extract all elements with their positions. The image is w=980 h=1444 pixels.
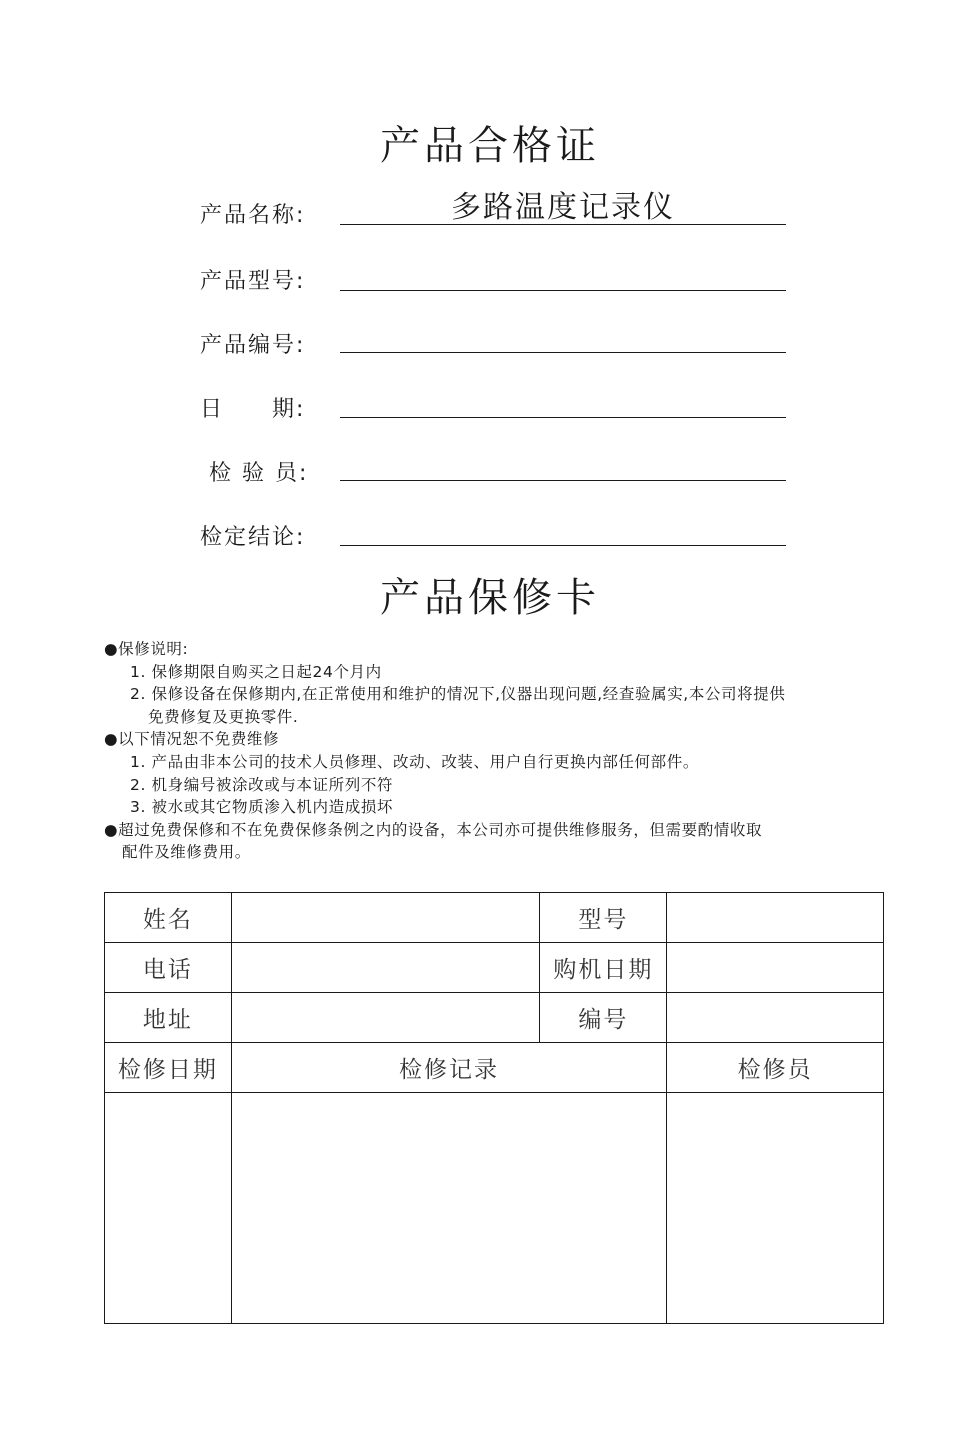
- serial-label: 编号: [540, 993, 667, 1043]
- field-label-inspector: 检 验 员:: [200, 461, 309, 486]
- phone-cell[interactable]: [231, 943, 540, 993]
- field-label-date: 日 期:: [200, 397, 306, 422]
- field-line-conclusion: [340, 545, 786, 546]
- inspector-header: 检修员: [667, 1043, 884, 1093]
- field-label-product-name: 产品名称:: [200, 203, 306, 228]
- note-item-continued: 免费修复及更换零件.: [148, 707, 299, 726]
- table-row: [105, 1043, 884, 1093]
- repair-record-header: 检修记录: [231, 1043, 666, 1093]
- certificate-title: 产品合格证: [380, 123, 600, 169]
- repair-record-cell[interactable]: [231, 1093, 666, 1324]
- field-line-product-serial: [340, 352, 786, 353]
- inspector-cell[interactable]: [667, 1093, 884, 1324]
- warranty-title: 产品保修卡: [380, 575, 600, 621]
- field-label-conclusion: 检定结论:: [200, 525, 306, 550]
- table-row: [105, 1093, 884, 1324]
- phone-label: 电话: [105, 943, 232, 993]
- address-cell[interactable]: [231, 993, 540, 1043]
- model-cell[interactable]: [667, 893, 884, 943]
- note-item: 2. 机身编号被涂改或与本证所列不符: [130, 775, 394, 794]
- note-heading-paid-service: ●超过免费保修和不在免费保修条例之内的设备，本公司亦可提供维修服务，但需要酌情收取: [104, 820, 763, 839]
- table-row: [105, 993, 884, 1043]
- field-line-inspector: [340, 480, 786, 481]
- warranty-card-table: [104, 892, 884, 1324]
- name-cell[interactable]: [231, 893, 540, 943]
- table-row: [105, 893, 884, 943]
- serial-cell[interactable]: [667, 993, 884, 1043]
- field-label-product-model: 产品型号:: [200, 269, 306, 294]
- field-line-date: [340, 417, 786, 418]
- field-line-product-name: [340, 224, 786, 225]
- field-line-product-model: [340, 290, 786, 291]
- model-label: 型号: [540, 893, 667, 943]
- repair-date-cell[interactable]: [105, 1093, 232, 1324]
- note-heading-warranty: ●保修说明:: [104, 640, 189, 658]
- note-item: 1. 产品由非本公司的技术人员修理、改动、改装、用户自行更换内部任何部件。: [130, 752, 699, 771]
- repair-date-header: 检修日期: [105, 1043, 232, 1093]
- purchase-date-cell[interactable]: [667, 943, 884, 993]
- name-label: 姓名: [105, 893, 232, 943]
- note-heading-exclusions: ●以下情况恕不免费维修: [104, 730, 280, 749]
- note-item: 2. 保修设备在保修期内,在正常使用和维护的情况下,仪器出现问题,经查验属实,本公司将提供: [130, 685, 786, 704]
- field-label-product-serial: 产品编号:: [200, 333, 306, 358]
- warranty-notes: [104, 638, 904, 864]
- table-row: [105, 943, 884, 993]
- purchase-date-label: 购机日期: [540, 943, 667, 993]
- address-label: 地址: [105, 993, 232, 1043]
- note-item: 3. 被水或其它物质渗入机内造成损坏: [130, 798, 394, 817]
- field-value-product-name: 多路温度记录仪: [451, 190, 675, 225]
- note-item-continued: 配件及维修费用。: [122, 843, 251, 862]
- note-item: 1. 保修期限自购买之日起24个月内: [130, 662, 382, 681]
